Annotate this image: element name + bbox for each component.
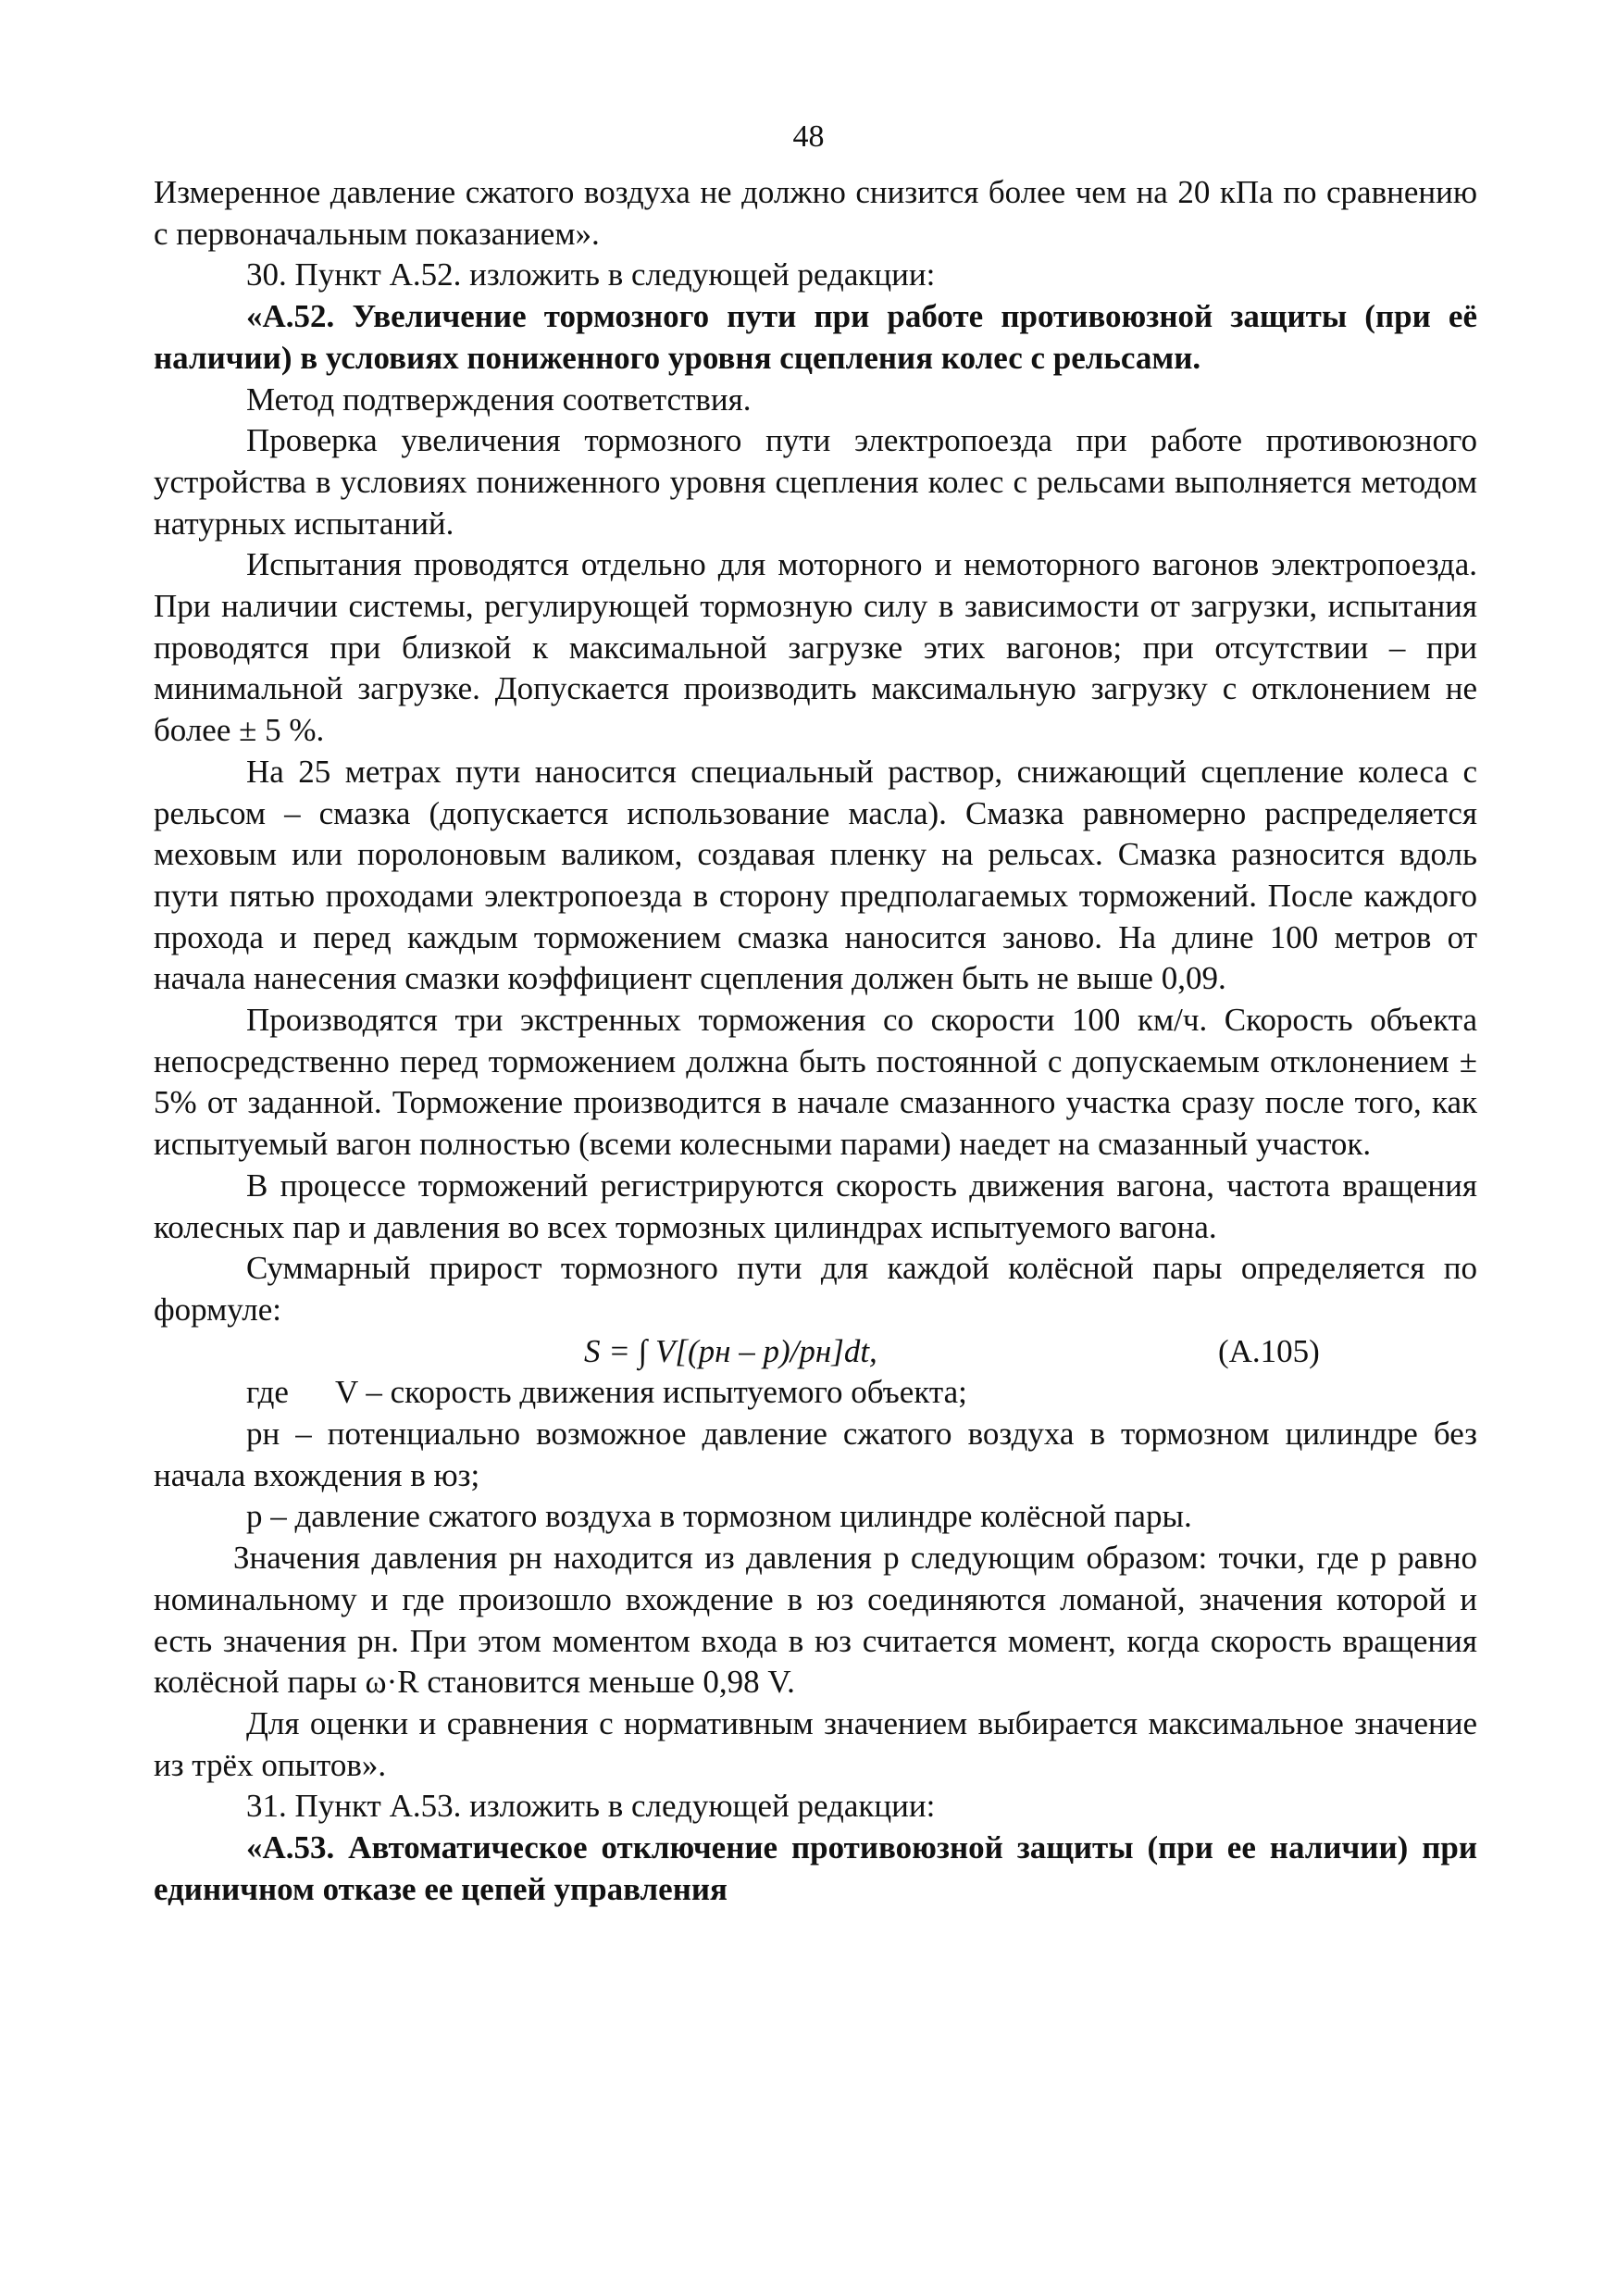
paragraph-check: Проверка увеличения тормозного пути электропоезда при работе противоюзного устройства в условиях пониженного уровня сцепления колес с рельсами выполняется методом натурных испытаний. [154,422,1477,542]
where-label: где [246,1374,289,1411]
paragraph-evaluation: Для оценки и сравнения с нормативным значением выбирается максимальное значение из трёх опытов». [154,1704,1477,1783]
formula-expression: S = ∫ V[(pн – p)/pн]dt, [584,1332,877,1369]
paragraph-method: Метод подтверждения соответствия. [246,381,752,418]
section-heading-a53: «А.53. Автоматическое отключение противоюзной защиты (при ее наличии) при единичном отказе ее цепей управления [154,1829,1477,1907]
paragraph-item-30: 30. Пункт А.52. изложить в следующей редакции: [246,256,936,293]
document-body [154,172,1477,1911]
definition-v: V – скорость движения испытуемого объекта; [335,1374,967,1411]
paragraph-item-31: 31. Пункт А.53. изложить в следующей редакции: [246,1788,936,1825]
paragraph-tests: Испытания проводятся отдельно для моторного и немоторного вагонов электропоезда. При наличии системы, регулирующей тормозную силу в зависимости от загрузки, испытания проводятся при близкой к максимальной загрузке этих вагонов; при отсутствии – при минимальной загрузке. Допускается производить максимальную загрузку с отклонением не более ± 5 %. [154,546,1477,749]
section-heading-a52: «А.52. Увеличение тормозного пути при работе противоюзной защиты (при её наличии) в условиях пониженного уровня сцепления колес с рельсами. [154,298,1477,376]
paragraph-lubricant: На 25 метрах пути наносится специальный раствор, снижающий сцепление колеса с рельсом – смазка (допускается использование масла). Смазка равномерно распределяется меховым или поролоновым валиком, создавая пленку на рельсах. Смазка разносится вдоль пути пятью проходами электропоезда в сторону предполагаемых торможений. После каждого прохода и перед каждым торможением смазка наносится заново. На длине 100 метров от начала нанесения смазки коэффициент сцепления должен быть не выше 0,09. [154,753,1477,997]
paragraph-registration: В процессе торможений регистрируются скорость движения вагона, частота вращения колесных пар и давления во всех тормозных цилиндрах испытуемого вагона. [154,1167,1477,1245]
where-row-v [154,1372,1477,1414]
formula-number: (А.105) [1218,1332,1320,1369]
paragraph-pressure-note: Измеренное давление сжатого воздуха не должно снизится более чем на 20 кПа по сравнению с первоначальным показанием». [154,174,1477,252]
page-number: 48 [792,119,825,154]
formula-row [154,1331,1477,1373]
paragraph-formula-intro: Суммарный прирост тормозного пути для каждой колёсной пары определяется по формуле: [154,1250,1477,1328]
definition-pn: pн – потенциально возможное давление сжатого воздуха в тормозном цилиндре без начала вхождения в юз; [154,1416,1477,1493]
paragraph-pn-values: Значения давления pн находится из давления р следующим образом: точки, где р равно номинальному и где произошло вхождение в юз соединяются ломаной, значения которой и есть значения pн. При этом моментом входа в юз считается момент, когда скорость вращения колёсной пары ω·R становится меньше 0,98 V. [154,1540,1477,1701]
definition-p: p – давление сжатого воздуха в тормозном цилиндре колёсной пары. [246,1498,1192,1535]
paragraph-braking: Производятся три экстренных торможения со скорости 100 км/ч. Скорость объекта непосредственно перед торможением должна быть постоянной с допускаемым отклонением ± 5% от заданной. Торможение производится в начале смазанного участка сразу после того, как испытуемый вагон полностью (всеми колесными парами) наедет на смазанный участок. [154,1002,1477,1163]
